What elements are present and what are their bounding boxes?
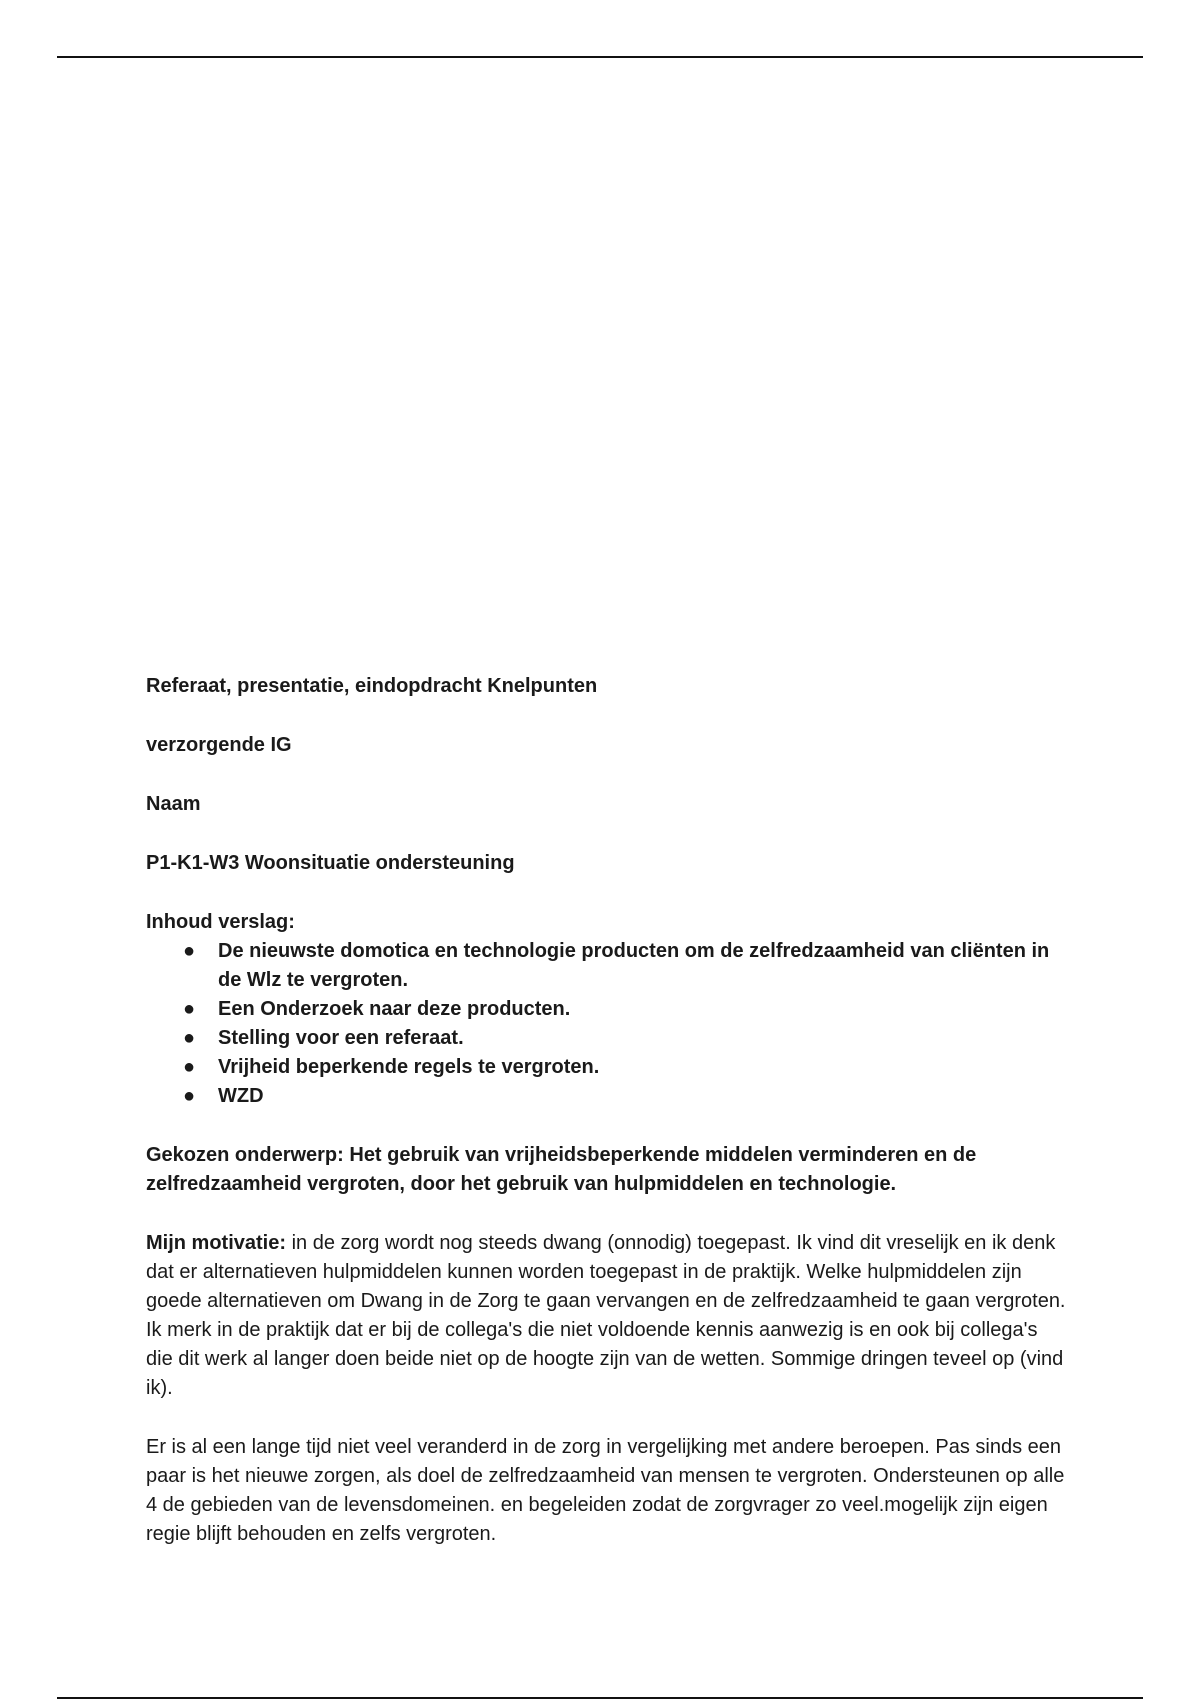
list-item-text: WZD xyxy=(218,1085,264,1107)
assignment-code: P1-K1-W3 Woonsituatie ondersteuning xyxy=(146,852,515,874)
bullet-icon: ● xyxy=(183,1027,196,1049)
contents-list xyxy=(146,937,1066,1111)
bullet-icon: ● xyxy=(183,940,196,962)
list-item-text: Een Onderzoek naar deze producten. xyxy=(218,998,571,1020)
document-title: Referaat, presentatie, eindopdracht Knelpunten xyxy=(146,675,598,697)
header-rule xyxy=(57,56,1143,58)
closing-paragraph: Er is al een lange tijd niet veel veranderd in de zorg in vergelijking met andere beroepen. Pas sinds een paar is het nieuwe zorgen, als doel de zelfredzaamheid van mensen te vergroten. Ondersteunen op alle 4 de gebieden van de levensdomeinen. en begeleiden zodat de zorgvrager zo veel.mogelijk zijn eigen regie blijft behouden en zelfs vergroten. xyxy=(146,1436,1065,1545)
motivation-text: in de zorg wordt nog steeds dwang (onnodig) toegepast. Ik vind dit vreselijk en ik denk dat er alternatieven hulpmiddelen kunnen worden toegepast in de praktijk. Welke hulpmiddelen zijn goede alternatieven om Dwang in de Zorg te gaan vervangen en de zelfredzaamheid te gaan vergroten. Ik merk in de praktijk dat er bij de collega's die niet voldoende kennis aanwezig is en ook bij collega's die dit werk al langer doen beide niet op de hoogte zijn van de wetten. Sommige dringen teveel op (vind ik). xyxy=(146,1232,1066,1399)
author-name-label: Naam xyxy=(146,793,201,815)
document-body xyxy=(146,672,1066,1579)
document-subtitle: verzorgende IG xyxy=(146,734,292,756)
motivation-label: Mijn motivatie: xyxy=(146,1232,287,1254)
bullet-icon: ● xyxy=(183,1085,196,1107)
list-item xyxy=(146,1053,1066,1082)
list-item-text: De nieuwste domotica en technologie producten om de zelfredzaamheid van cliënten in de Wlz te vergroten. xyxy=(218,940,1050,991)
bullet-icon: ● xyxy=(183,998,196,1020)
motivation-paragraph xyxy=(146,1229,1066,1403)
bullet-icon: ● xyxy=(183,1056,196,1078)
list-item xyxy=(146,1024,1066,1053)
list-item xyxy=(146,937,1066,995)
chosen-topic: Gekozen onderwerp: Het gebruik van vrijheidsbeperkende middelen verminderen en de zelfredzaamheid vergroten, door het gebruik van hulpmiddelen en technologie. xyxy=(146,1144,977,1195)
footer-rule xyxy=(57,1697,1143,1699)
list-item xyxy=(146,1082,1066,1111)
list-item-text: Stelling voor een referaat. xyxy=(218,1027,464,1049)
list-item-text: Vrijheid beperkende regels te vergroten. xyxy=(218,1056,600,1078)
list-item xyxy=(146,995,1066,1024)
contents-heading: Inhoud verslag: xyxy=(146,911,295,933)
